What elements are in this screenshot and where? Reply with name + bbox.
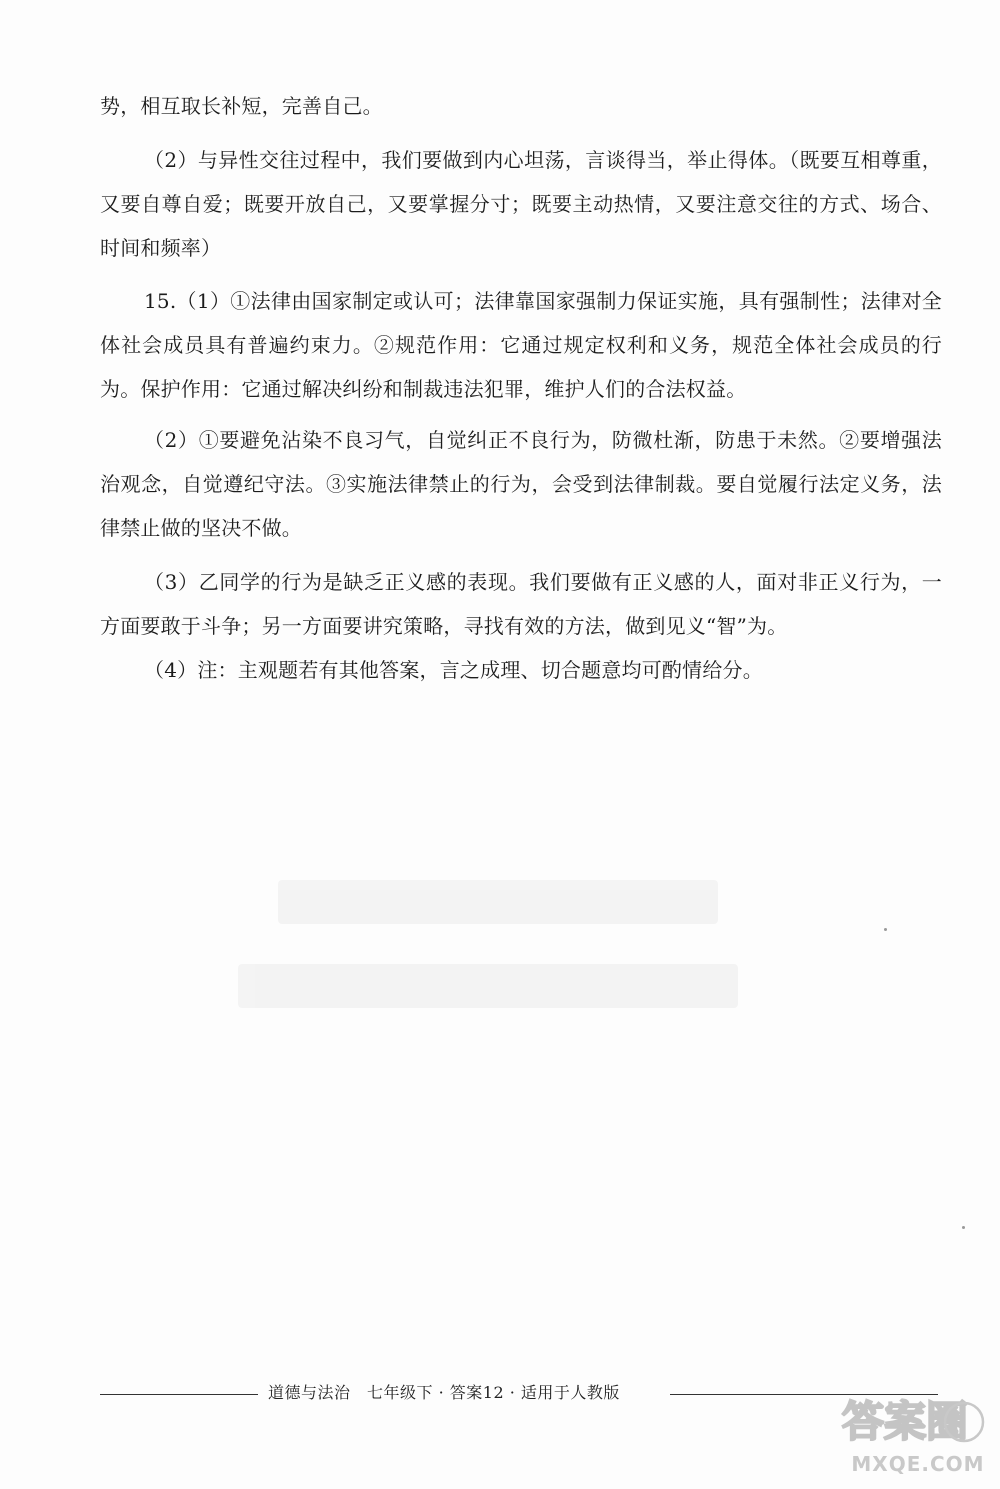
paragraph-q15-2: （2）①要避免沾染不良习气，自觉纠正不良行为，防微杜渐，防患于未然。②要增强法治观念，自觉遵纪守法。③实施法律禁止的行为，会受到法律制裁。要自觉履行法定义务，法律禁止做的坚决不做。 xyxy=(100,428,942,540)
logo-mark-icon xyxy=(838,1390,988,1450)
paragraph-q15-4: （4）注：主观题若有其他答案，言之成理、切合题意均可酌情给分。 xyxy=(144,658,763,682)
paragraph-q14-2: （2）与异性交往过程中，我们要做到内心坦荡，言谈得当，举止得体。（既要互相尊重，又要自尊自爱；既要开放自己，又要掌握分寸；既要主动热情，又要注意交往的方式、场合、时间和频率） xyxy=(100,148,942,260)
footer-text: 道德与法治 七年级下 · 答案12 · 适用于人教版 xyxy=(268,1383,620,1402)
logo-mark-text: 答案圈 xyxy=(842,1397,969,1446)
paragraph-continuation: 势，相互取长补短，完善自己。 xyxy=(100,94,383,118)
paragraph-q15-3: （3）乙同学的行为是缺乏正义感的表现。我们要做有正义感的人，面对非正义行为，一方面要敢于斗争；另一方面要讲究策略，寻找有效的方法，做到见义“智”为。 xyxy=(100,570,942,638)
paragraph-q15-1: 15.（1）①法律由国家制定或认可；法律靠国家强制力保证实施，具有强制性；法律对全体社会成员具有普遍约束力。②规范作用：它通过规定权利和义务，规范全体社会成员的行为。保护作用：它通过解决纠纷和制裁违法犯罪，维护人们的合法权益。 xyxy=(100,289,942,401)
footer-rule-left xyxy=(100,1394,258,1395)
logo-site-text: MXQE.COM xyxy=(851,1452,985,1476)
site-logo xyxy=(838,1390,988,1485)
scan-speck xyxy=(962,1226,965,1229)
page-footer xyxy=(100,1378,938,1408)
scan-speck xyxy=(884,928,887,931)
faint-watermark xyxy=(238,880,758,1090)
